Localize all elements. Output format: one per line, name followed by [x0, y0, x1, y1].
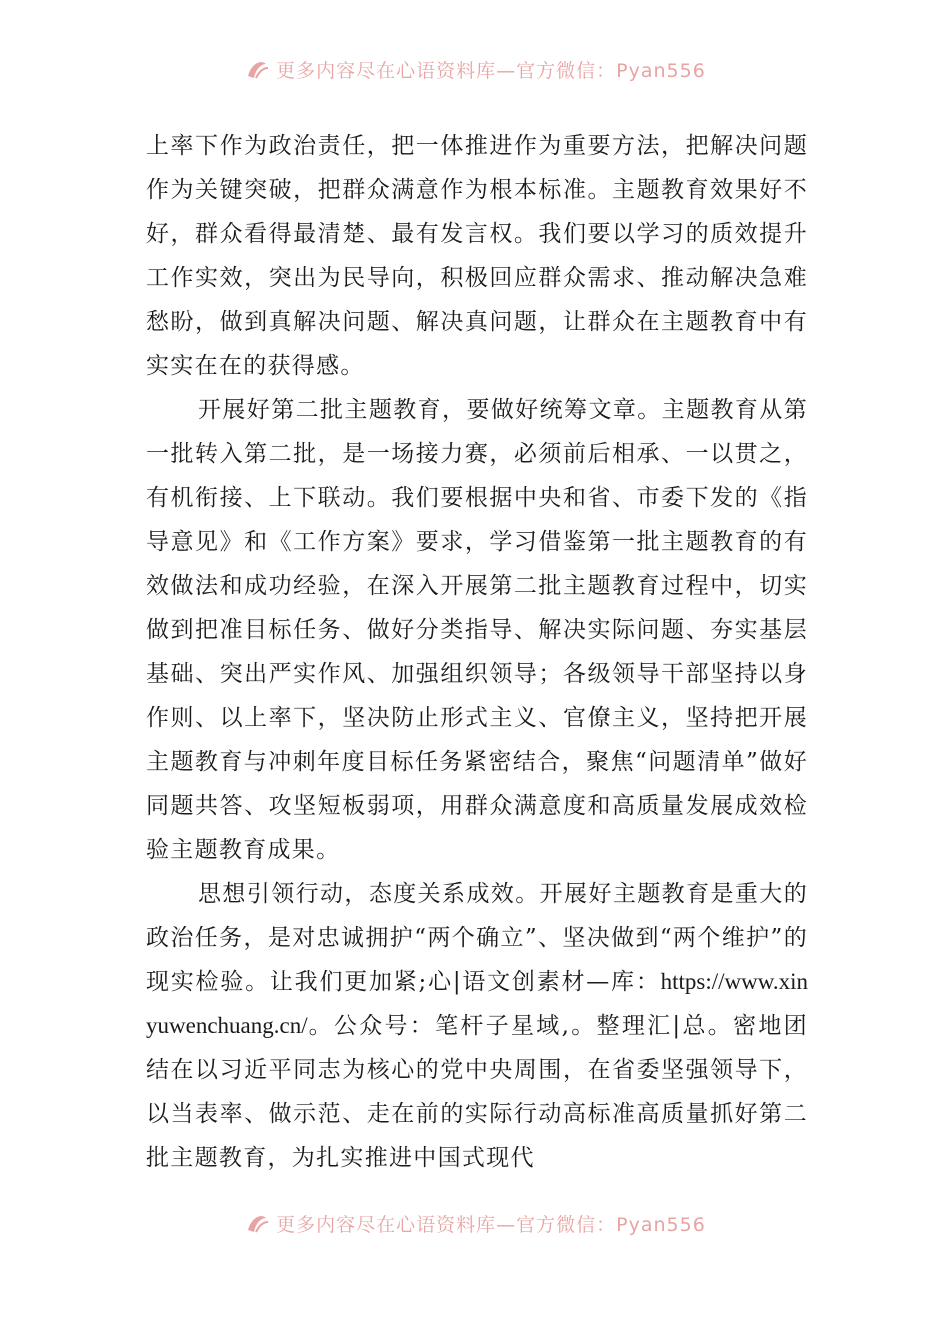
- watermark-logo-icon: [244, 56, 270, 82]
- watermark-text: 更多内容尽在心语资料库—官方微信：Pyan556: [276, 1213, 706, 1236]
- paragraph-1: 上率下作为政治责任，把一体推进作为重要方法，把解决问题作为关键突破，把群众满意作为根本标准。主题教育效果好不好，群众看得最清楚、最有发言权。我们要以学习的质效提升工作实效，突出为民导向，积极回应群众需求、推动解决急难愁盼，做到真解决问题、解决真问题，让群众在主题教育中有实实在在的获得感。: [146, 133, 808, 379]
- paragraph-3: [146, 872, 808, 1180]
- header-watermark: [0, 54, 950, 84]
- watermark-logo-icon: [244, 1210, 270, 1236]
- paragraph-3-text-a: 思想引领行动，态度关系成效。开展好主题教育是重大的政治任务，是对忠诚拥护“两个确立”、坚决做到“两个维护”的现实检验。让我们更加紧;心|语文创素材—库：: [146, 881, 808, 995]
- paragraph-2: 开展好第二批主题教育，要做好统筹文章。主题教育从第一批转入第二批，是一场接力赛，必须前后相承、一以贯之，有机衔接、上下联动。我们要根据中央和省、市委下发的《指导意见》和《工作方案》要求，学习借鉴第一批主题教育的有效做法和成功经验，在深入开展第二批主题教育过程中，切实做到把准目标任务、做好分类指导、解决实际问题、夯实基层基础、突出严实作风、加强组织领导；各级领导干部坚持以身作则、以上率下，坚决防止形式主义、官僚主义，坚持把开展主题教育与冲刺年度目标任务紧密结合，聚焦“问题清单”做好同题共答、攻坚短板弱项，用群众满意度和高质量发展成效检验主题教育成果。: [146, 397, 808, 863]
- paragraph-3-text-b: 。公众号：笔杆子星域,。整理汇|总。密地团结在以习近平同志为核心的党中央周围，在省委坚强领导下，以当表率、做示范、走在前的实际行动高标准高质量抓好第二批主题教育，为扎实推进中国式现代: [146, 1013, 808, 1171]
- document-body: [146, 124, 808, 1180]
- paragraph-3-url: https://www.xinyuwenchuang.cn/: [146, 969, 808, 1038]
- footer-watermark: [0, 1208, 950, 1238]
- watermark-text: 更多内容尽在心语资料库—官方微信：Pyan556: [276, 59, 706, 82]
